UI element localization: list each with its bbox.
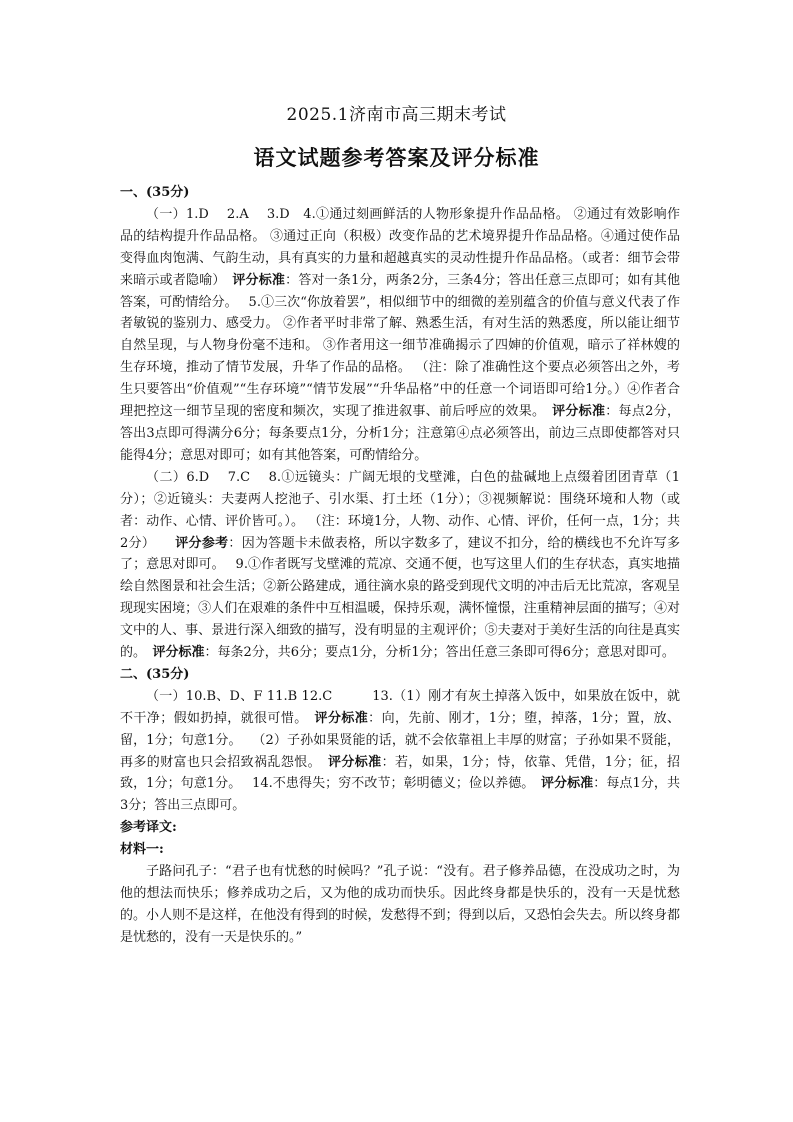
scoring-label: 评分参考 <box>175 535 229 551</box>
scoring-label: 评分标准 <box>152 645 205 661</box>
text-run: ：每条2分，共6分；要点1分，分析1分；答出任意三条即可得6分；意思对即可。 <box>204 645 675 661</box>
section2-paragraph-1 <box>120 686 680 817</box>
section-heading-2: 二、(35分) <box>120 666 190 682</box>
material-paragraph: 子路问孔子：“君子也有忧愁的时候吗？”孔子说：“没有。君子修养品德，在没成功之时，为他的想法而快乐；修养成功之后，又为他的成功而快乐。因此终身都是快乐的，没有一天是忧愁的。小人则不是这样，在他没有得到的时候，发愁得不到；得到以后，又恐怕会失去。所以终身都是忧愁的，没有一天是快乐的。” <box>120 864 680 945</box>
text-run: （二）6.D 7.C 8.①远镜头：广阔无垠的戈壁滩，白色的盐碱地上点缀着团团青草（1分）；②近镜头：夫妻两人挖池子、引水渠、打土坯（1分）；③视频解说：围绕环境和人物（或者：动作、心情、评价皆可。）。 （注：环境1分，人物、动作、心情、评价，任何一点，1分；共2分） <box>120 469 680 551</box>
scoring-label: 评分标准 <box>232 272 286 288</box>
section1-paragraph-1 <box>120 204 680 467</box>
scoring-label: 评分标准 <box>552 404 606 420</box>
text-run: （一）10.B、D、F 11.B 12.C 13.（1）刚才有灰土掉落入饭中，如果放在饭中，就不干净；假如扔掉，就很可惜。 <box>120 688 680 726</box>
page-title: 语文试题参考答案及评分标准 <box>253 145 540 170</box>
text-run: ：向，先前、刚才，1分；堕，掉落，1分；置，放、留，1分；句意1分。 （2）子孙如果贤能的话，就不会依靠祖上丰厚的财富；子孙如果不贤能，再多的财富也只会招致祸乱怨恨。 <box>120 710 680 770</box>
scoring-label: 评分标准 <box>327 754 382 770</box>
text-run: ：答对一条1分，两条2分，三条4分；答出任意三点即可；如有其他答案，可酌情给分。 5.①三次“你放着罢”，相似细节中的细微的差别蕴含的价值与意义代表了作者敏锐的鉴别力、感受力。 ②作者平时非常了解、熟悉生活，有对生活的熟悉度，所以能让细节自然呈现，与人物身份毫不违和。 ③作者用这一细节准确揭示了四婶的价值观，暗示了祥林嫂的生存环境，推动了情节发展，升华了作品的品格。 （注：除了准确性这个要点必须答出之外，考生只要答出“价值观”“生存环境”“情节发展”“升华品格”中的任意一个词语即可给1分。）④作者合理把控这一细节呈现的密度和频次，实现了推进叙事、前后呼应的效果。 <box>120 272 680 420</box>
text-run: ：每点2分，答出3点即可得满分6分；每条要点1分，分析1分；注意第④点必须答出，前边三点即使都答对只能得4分；意思对即可；如有其他答案，可酌情给分。 <box>120 404 680 463</box>
answer-content <box>120 182 680 949</box>
section-heading-1: 一、(35分) <box>120 185 190 200</box>
exam-title: 2025.1济南市高三期末考试 <box>286 105 507 125</box>
material-heading: 材料一: <box>120 842 164 858</box>
text-run: ：每点1分，共3分；答出三点即可。 <box>120 776 680 814</box>
section1-paragraph-2 <box>120 467 680 664</box>
scoring-label: 评分标准 <box>540 776 594 792</box>
text-run: ：若，如果，1分；恃，依靠、凭借，1分；征，招致，1分；句意1分。 14.不患得失；穷不改节；彰明德义；俭以养德。 <box>120 754 680 792</box>
text-run: ：因为答题卡未做表格，所以字数多了，建议不扣分，给的横线也不允许写多了；意思对即可。 9.①作者既写戈壁滩的荒凉、交通不便，也写这里人们的生存状态，真实地描绘自然图景和社会生活；②新公路建成，通往滴水泉的路受到现代文明的冲击后无比荒凉，客观呈现现实困境；③人们在艰难的条件中互相温暖，保持乐观，满怀憧憬，注重精神层面的描写；④对文中的人、事、景进行深入细致的描写，没有明显的主观评价；⑤夫妻对于美好生活的向往是真实的。 <box>120 535 680 661</box>
scoring-label: 评分标准 <box>314 710 369 726</box>
text-run: （一）1.D 2.A 3.D 4.①通过刻画鲜活的人物形象提升作品品格。 ②通过有效影响作品的结构提升作品品格。 ③通过正向（积极）改变作品的艺术境界提升作品品格。④通过使作品变得血肉饱满、气韵生动，具有真实的力量和超越真实的灵动性提升作品品格。（或者：细节会带来暗示或者隐喻） <box>120 206 680 288</box>
reference-translation-heading: 参考译文: <box>120 820 177 836</box>
